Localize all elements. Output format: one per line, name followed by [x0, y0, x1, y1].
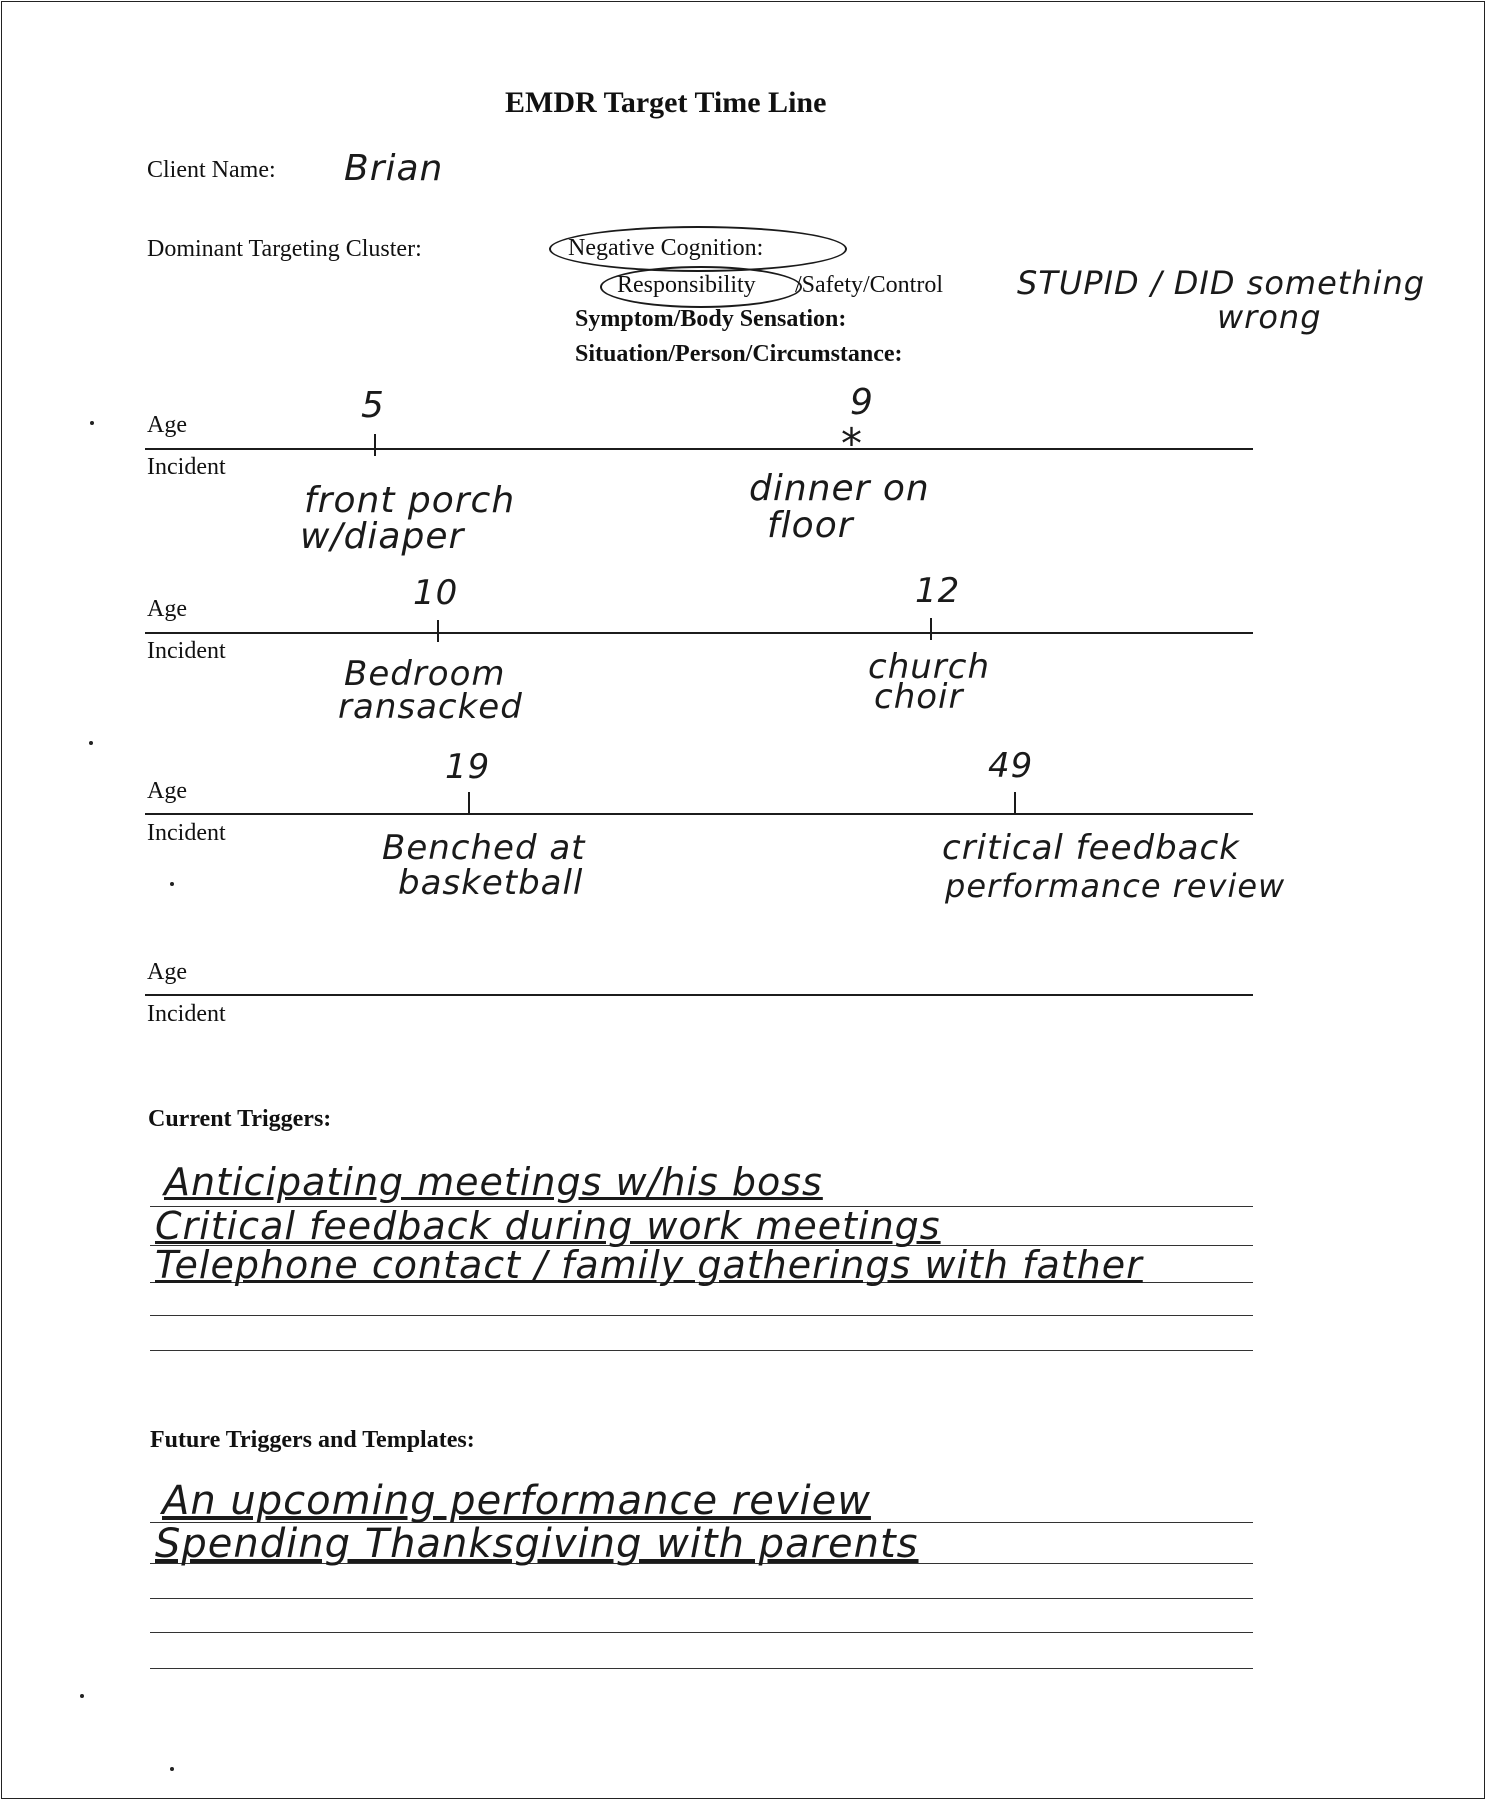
future-trigger-item: An upcoming performance review	[162, 1478, 871, 1524]
incident-age: 5	[361, 385, 385, 426]
incident-label: Incident	[147, 454, 226, 480]
timeline-tick	[374, 434, 376, 456]
timeline-tick	[468, 792, 470, 814]
incident-text-line1: Bedroom	[344, 654, 506, 694]
incident-text-line1: critical feedback	[942, 828, 1240, 868]
future-trigger-item: Spending Thanksgiving with parents	[155, 1521, 919, 1567]
form-page	[1, 1, 1485, 1799]
scan-speck	[89, 741, 93, 745]
scan-speck	[170, 882, 174, 886]
situation-label: Situation/Person/Circumstance:	[575, 341, 903, 367]
trigger-rule	[150, 1350, 1253, 1351]
scan-speck	[80, 1694, 84, 1698]
incident-age: 49	[988, 746, 1034, 786]
incident-label: Incident	[147, 820, 226, 846]
future-triggers-label: Future Triggers and Templates:	[150, 1427, 475, 1453]
cognition-note-line2: wrong	[1217, 298, 1322, 336]
scan-speck	[170, 1767, 174, 1771]
symptom-label-text: Symptom/Body Sensation	[575, 306, 839, 332]
timeline-tick	[1014, 792, 1016, 814]
current-triggers-label: Current Triggers:	[148, 1106, 332, 1132]
current-trigger-item: Anticipating meetings w/his boss	[164, 1160, 823, 1204]
incident-label: Incident	[147, 638, 226, 664]
trigger-rule	[150, 1315, 1253, 1316]
incident-age: 10	[413, 573, 459, 613]
timeline-line	[145, 632, 1253, 634]
incident-age: 19	[445, 747, 491, 787]
timeline-line	[145, 448, 1253, 450]
timeline-line	[145, 813, 1253, 815]
timeline-tick	[930, 618, 932, 640]
incident-text-line1: church	[868, 647, 991, 687]
age-label: Age	[147, 412, 187, 438]
future-rule	[150, 1632, 1253, 1633]
current-trigger-item: Critical feedback during work meetings	[155, 1204, 941, 1248]
incident-text-line2: floor	[767, 505, 854, 546]
incident-text-line2: choir	[874, 677, 964, 717]
incident-text-line1: front porch	[304, 480, 516, 521]
incident-text-line1: dinner on	[749, 468, 930, 509]
incident-text-line1: Benched at	[382, 828, 586, 868]
incident-text-line2: w/diaper	[300, 516, 465, 557]
client-name-label: Client Name:	[147, 157, 276, 183]
symptom-label: Symptom/Body Sensation:	[575, 306, 847, 332]
cluster-label: Dominant Targeting Cluster:	[147, 236, 422, 262]
responsibility-label: Responsibility	[617, 272, 756, 298]
client-name-value: Brian	[344, 148, 444, 189]
future-rule	[150, 1598, 1253, 1599]
incident-marker: *	[841, 419, 863, 468]
age-label: Age	[147, 959, 187, 985]
future-rule	[150, 1668, 1253, 1669]
incident-text-line2: performance review	[945, 867, 1286, 905]
incident-label: Incident	[147, 1001, 226, 1027]
scan-speck	[90, 421, 94, 425]
age-label: Age	[147, 596, 187, 622]
age-label: Age	[147, 778, 187, 804]
cognition-note-line1: STUPID / DID something	[1017, 264, 1426, 302]
current-trigger-item: Telephone contact / family gatherings with father	[155, 1243, 1143, 1287]
timeline-line	[145, 994, 1253, 996]
safety-control-label: /Safety/Control	[795, 272, 943, 298]
form-title: EMDR Target Time Line	[505, 86, 827, 119]
negative-cognition-label: Negative Cognition:	[568, 235, 764, 261]
incident-text-line2: basketball	[398, 863, 584, 903]
incident-age: 9	[850, 382, 874, 423]
incident-text-line2: ransacked	[338, 687, 523, 727]
timeline-tick	[437, 620, 439, 642]
incident-age: 12	[915, 571, 961, 611]
